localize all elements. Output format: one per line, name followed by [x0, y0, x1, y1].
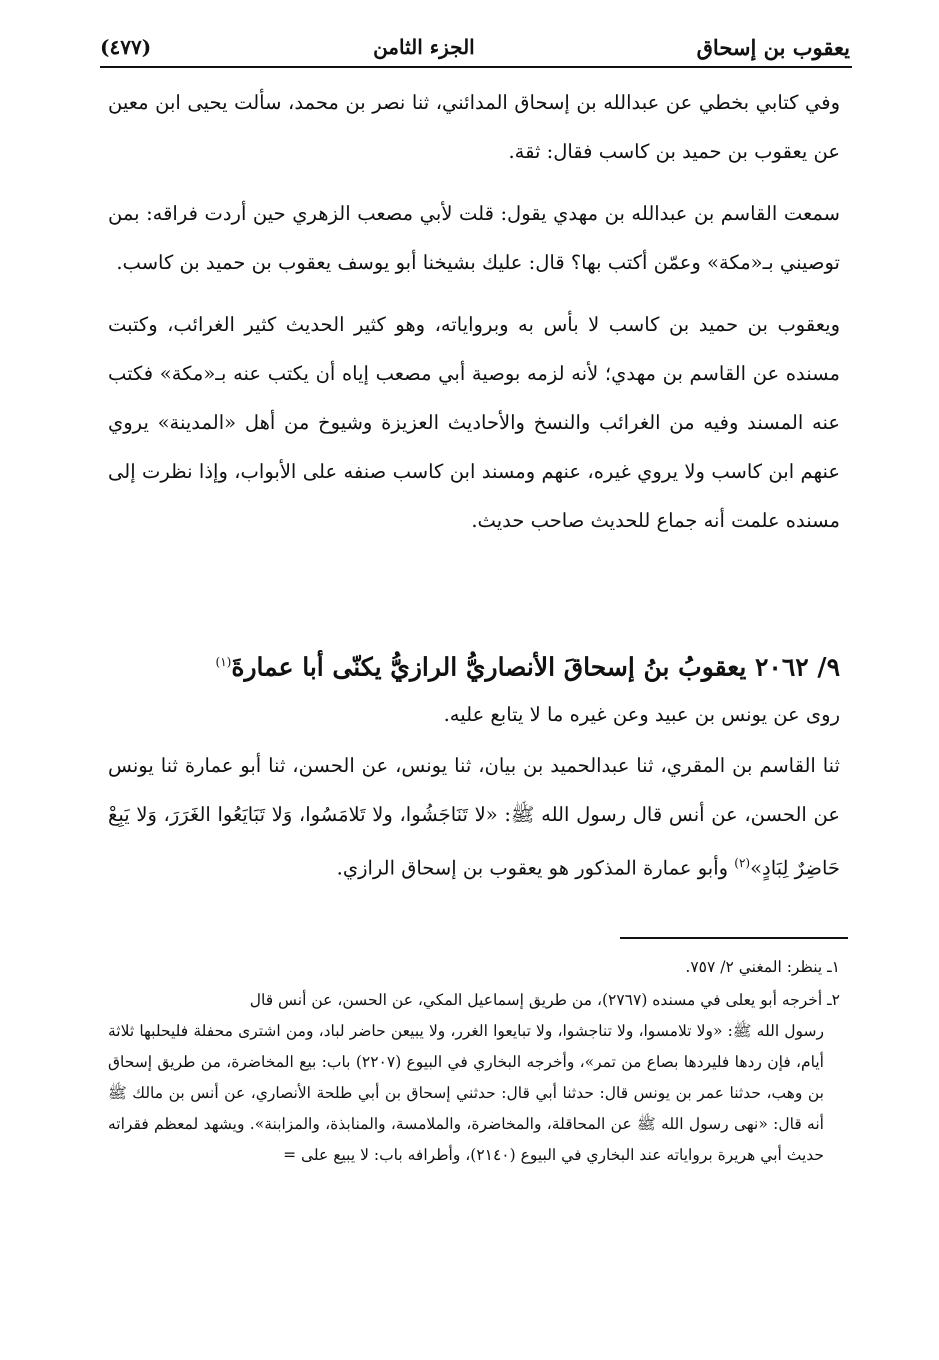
running-header: [100, 30, 850, 64]
footnote-2-body: رسول الله ﷺ: «ولا تلامسوا، ولا تناجشوا، ولا تبايعوا الغرر، ولا يبيعن حاضر لباد، ومن اشترى محفلة فليحلبها ثلاثة أيام، فإن ردها فليردها بصاع من تمر»، وأخرجه البخاري في البيوع (٢٢٠٧) باب: بيع المخاضرة، من طريق إسحاق بن وهب، حدثنا عمر بن يونس قال: حدثنا أبي قال: حدثني إسحاق بن أبي طلحة الأنصاري، عن أنس بن مالك ﷺ أنه قال: «نهى رسول الله ﷺ عن المحاقلة، والمخاضرة، والملامسة، والمنابذة، والمزابنة». ويشهد لمعظم فقراته حديث أبي هريرة برواياته عند البخاري في البيوع (٢١٤٠)، وأطرافه باب: لا يبيع على =: [108, 1022, 824, 1164]
footnote-ref-2: (٢): [734, 856, 751, 871]
entry-block: [108, 642, 840, 893]
footnote-ref-1: (١): [215, 655, 232, 669]
entry-heading: [108, 642, 840, 687]
page-number: (٤٧٧): [100, 35, 152, 59]
entry-heading-text: ٩/ ٢٠٦٢ يعقوبُ بنُ إسحاقَ الأنصاريُّ الرازيُّ يكنّى أبا عمارةَ: [231, 652, 840, 682]
footnote-separator: [620, 937, 848, 939]
header-volume: الجزء الثامن: [373, 35, 475, 59]
header-rule: [100, 66, 852, 68]
paragraph-4: روى عن يونس بن عبيد وعن غيره ما لا يتابع عليه.: [443, 703, 840, 727]
paragraph-3: ويعقوب بن حميد بن كاسب لا بأس به وبرواياته، وهو كثير الحديث كثير الغرائب، وكتبت مسنده عن القاسم بن مهدي؛ لأنه لزمه بوصية أبي مصعب إياه أن يكتب عنه بـ«مكة» فكتب عنه المسند وفيه من الغرائب والنسخ والأحاديث العزيزة وشيوخ من أهل «المدينة» يروي عنهم ابن كاسب ولا يروي غيره، عنهم ومسند ابن كاسب صنفه على الأبواب، وإذا نظرت إلى مسنده علمت أنه جماع للحديث صاحب حديث.: [108, 313, 840, 532]
header-chapter-name: يعقوب بن إسحاق: [696, 34, 850, 60]
footnote-1: ١ـ ينظر: المغني ٢/ ٧٥٧.: [685, 958, 840, 976]
footnotes-block: [108, 952, 840, 1171]
hadith-text: ثنا القاسم بن المقري، ثنا عبدالحميد بن بيان، ثنا يونس، عن الحسن، ثنا أبو عمارة ثنا يونس عن الحسن، عن أنس قال رسول الله ﷺ: «لا تَنَاجَشُوا، ولا تَلامَسُوا، وَلا تَبَايَعُوا الغَرَرَ، وَلا يَبِعْ حَاضِرٌ لِبَادٍ»: [108, 754, 840, 880]
paragraph-2: سمعت القاسم بن عبدالله بن مهدي يقول: قلت لأبي مصعب الزهري حين أردت فراقه: بمن توصيني بـ«مكة» وعمّن أكتب بها؟ قال: عليك بشيخنا أبو يوسف يعقوب بن حميد بن كاسب.: [108, 202, 840, 274]
body-text-block-1: [108, 78, 840, 545]
paragraph-1: وفي كتابي بخطي عن عبدالله بن إسحاق المدائني، ثنا نصر بن محمد، سألت يحيى ابن معين عن يعقوب بن حميد بن كاسب فقال: ثقة.: [108, 91, 840, 163]
hadith-conclusion: وأبو عمارة المذكور هو يعقوب بن إسحاق الرازي.: [336, 856, 735, 880]
footnote-2-first-line: ٢ـ أخرجه أبو يعلى في مسنده (٢٧٦٧)، من طريق إسماعيل المكي، عن الحسن، عن أنس قال: [249, 991, 840, 1009]
paragraph-5: [108, 741, 840, 893]
